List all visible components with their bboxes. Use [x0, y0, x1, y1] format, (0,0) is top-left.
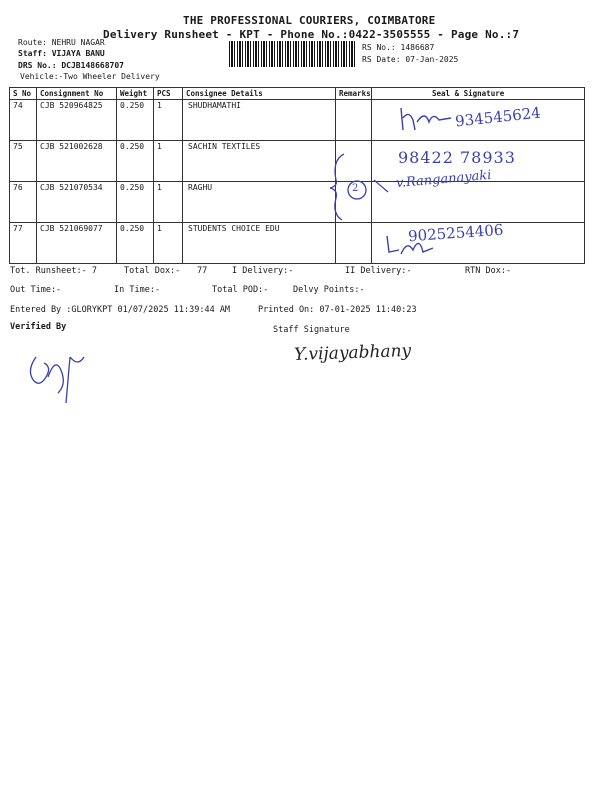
in-time: In Time:- [114, 285, 161, 295]
handwritten-phone-75: 98422 78933 [398, 148, 516, 167]
cell-remarks [336, 100, 372, 141]
cell-consignee: SACHIN TEXTILES [183, 141, 336, 182]
entered-by: Entered By :GLORYKPT 01/07/2025 11:39:44 AM [10, 305, 231, 315]
rtn-dox: RTN Dox:- [465, 266, 512, 276]
header-seal: Seal & Signature [372, 88, 585, 100]
staff-signature-label: Staff Signature [273, 325, 350, 335]
cell-consignee: STUDENTS CHOICE EDU [183, 223, 336, 264]
handwritten-phone-74: 934545624 [454, 103, 542, 131]
ii-delivery: II Delivery:- [345, 266, 412, 276]
verified-by-label: Verified By [10, 322, 67, 332]
route-value: NEHRU NAGAR [51, 38, 105, 47]
drs-field: DRS No.: DCJB148668707 [18, 61, 124, 70]
route-field: Route: NEHRU NAGAR [18, 38, 105, 47]
cell-weight: 0.250 [117, 223, 154, 264]
cell-remarks [336, 141, 372, 182]
cell-consignee: RAGHU [183, 182, 336, 223]
staff-field: Staff: VIJAYA BANU [18, 49, 105, 58]
rs-no-field: RS No.: 1486687 [362, 43, 435, 52]
verified-signature [22, 337, 92, 405]
handwritten-phone-77: 9025254406 [407, 220, 504, 246]
cell-consignment: CJB 521070534 [37, 182, 117, 223]
cell-sno: 76 [10, 182, 37, 223]
company-title: THE PROFESSIONAL COURIERS, COIMBATORE [183, 14, 436, 27]
rs-date-value: 07-Jan-2025 [405, 55, 459, 64]
header-consignment: Consignment No [37, 88, 117, 100]
cell-consignment: CJB 521002628 [37, 141, 117, 182]
table-header-row [10, 88, 585, 100]
cell-pcs: 1 [154, 182, 183, 223]
i-delivery: I Delivery:- [232, 266, 294, 276]
barcode [229, 41, 356, 67]
cell-consignee: SHUDHAMATHI [183, 100, 336, 141]
handwritten-name-76: v.Ranganayaki [395, 167, 492, 192]
cell-pcs: 1 [154, 141, 183, 182]
header-remarks: Remarks [336, 88, 372, 100]
total-pod: Total POD:- [212, 285, 269, 295]
total-dox-label: Total Dox:- [124, 266, 181, 276]
cell-remarks [336, 223, 372, 264]
runsheet-subtitle: Delivery Runsheet - KPT - Phone No.:0422-3505555 - Page No.:7 [103, 28, 520, 41]
cell-sno: 75 [10, 141, 37, 182]
rs-date-field: RS Date: 07-Jan-2025 [362, 55, 459, 64]
header-consignee: Consignee Details [183, 88, 336, 100]
total-dox-value: 77 [197, 266, 208, 276]
staff-signature: Y.vijayabhany [293, 340, 412, 366]
cell-pcs: 1 [154, 100, 183, 141]
header-sno: S No [10, 88, 37, 100]
drs-value: DCJB148668707 [61, 61, 124, 70]
cell-consignment: CJB 521069077 [37, 223, 117, 264]
tot-runsheet: Tot. Runsheet:- 7 [10, 266, 97, 276]
header-pcs: PCS [154, 88, 183, 100]
cell-sno: 74 [10, 100, 37, 141]
cell-weight: 0.250 [117, 182, 154, 223]
delvy-points: Delvy Points:- [293, 285, 365, 295]
cell-consignment: CJB 520964825 [37, 100, 117, 141]
cell-weight: 0.250 [117, 141, 154, 182]
cell-sno: 77 [10, 223, 37, 264]
printed-on: Printed On: 07-01-2025 11:40:23 [258, 305, 417, 315]
rs-no-value: 1486687 [400, 43, 435, 52]
table-row [10, 182, 585, 223]
handwritten-circle-number: 2 [352, 183, 359, 194]
header-weight: Weight [117, 88, 154, 100]
staff-value: VIJAYA BANU [51, 49, 105, 58]
out-time: Out Time:- [10, 285, 62, 295]
cell-weight: 0.250 [117, 100, 154, 141]
vehicle-field: Vehicle:-Two Wheeler Delivery [20, 72, 160, 81]
cell-pcs: 1 [154, 223, 183, 264]
